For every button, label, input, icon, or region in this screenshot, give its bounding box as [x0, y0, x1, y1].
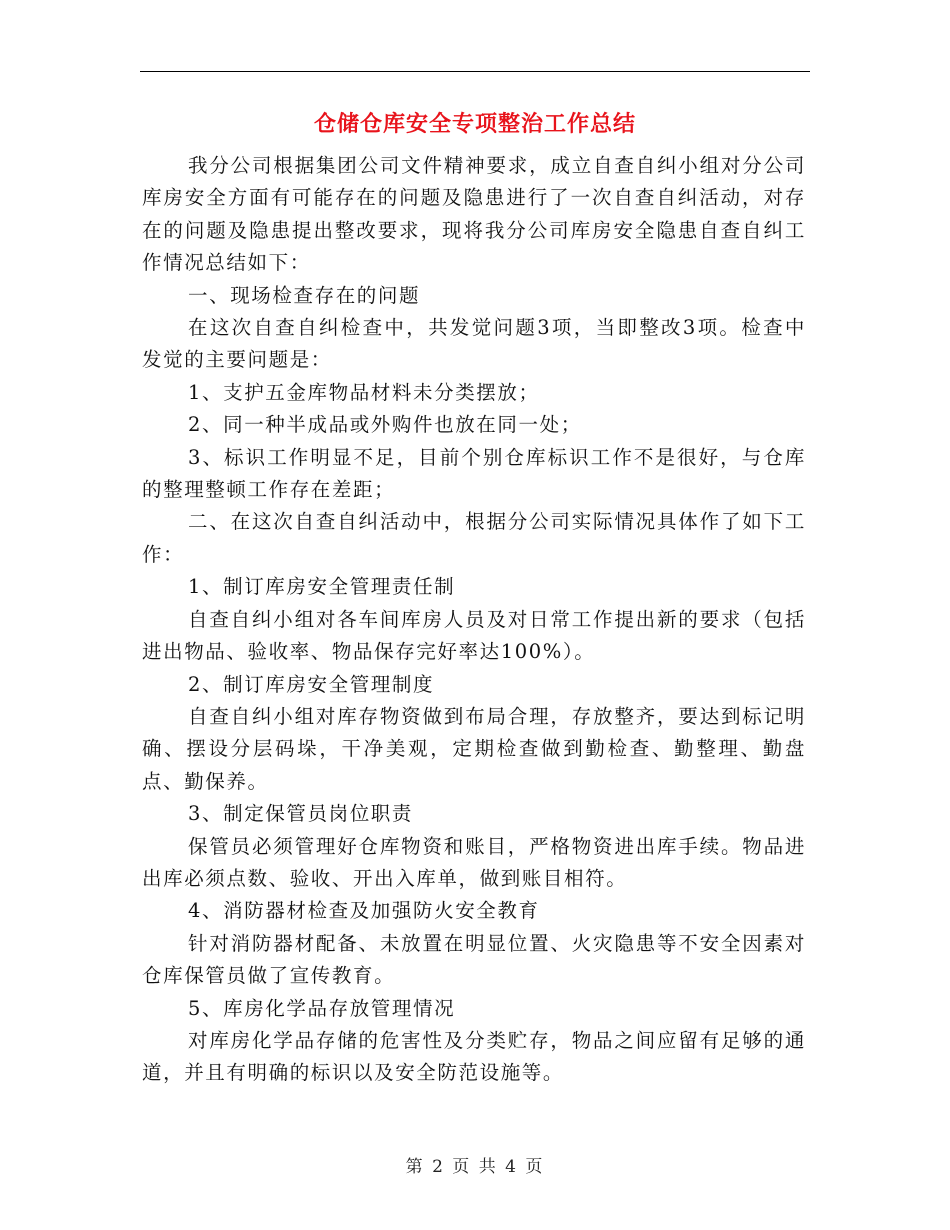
body-paragraph: 自查自纠小组对库存物资做到布局合理，存放整齐，要达到标记明确、摆设分层码垛，干净美观，定期检查做到勤检查、勤整理、勤盘点、勤保养。 — [142, 704, 806, 793]
body-paragraph: 自查自纠小组对各车间库房人员及对日常工作提出新的要求（包括进出物品、验收率、物品保存完好率达100%）。 — [142, 607, 806, 664]
header-rule — [140, 71, 810, 72]
subheading: 1、制订库房安全管理责任制 — [188, 575, 456, 599]
subheading: 5、库房化学品存放管理情况 — [188, 996, 456, 1020]
body-paragraph: 对库房化学品存储的危害性及分类贮存，物品之间应留有足够的通道，并且有明确的标识以及安全防范设施等。 — [142, 1028, 806, 1085]
document-body — [142, 150, 806, 1090]
list-item: 2、同一种半成品或外购件也放在同一处； — [188, 413, 582, 437]
subheading: 2、制订库房安全管理制度 — [188, 672, 435, 696]
page-number: 第 2 页 共 4 页 — [405, 1157, 545, 1177]
section-heading-1: 一、现场检查存在的问题 — [188, 283, 421, 307]
body-paragraph: 在这次自查自纠检查中，共发觉问题3项，当即整改3项。检查中发觉的主要问题是： — [142, 316, 806, 372]
body-paragraph: 针对消防器材配备、未放置在明显位置、火灾隐患等不安全因素对仓库保管员做了宣传教育。 — [142, 931, 806, 988]
section-heading-2: 二、在这次自查自纠活动中，根据分公司实际情况具体作了如下工作： — [142, 510, 806, 566]
subheading: 3、制定保管员岗位职责 — [188, 802, 414, 826]
list-item: 1、支护五金库物品材料未分类摆放； — [188, 380, 540, 404]
list-item: 3、标识工作明显不足，目前个别仓库标识工作不是很好，与仓库的整理整顿工作存在差距； — [142, 445, 806, 502]
body-paragraph: 保管员必须管理好仓库物资和账目，严格物资进出库手续。物品进出库必须点数、验收、开出入库单，做到账目相符。 — [142, 834, 806, 890]
intro-paragraph: 我分公司根据集团公司文件精神要求，成立自查自纠小组对分公司库房安全方面有可能存在的问题及隐患进行了一次自查自纠活动，对存在的问题及隐患提出整改要求，现将我分公司库房安全隐患自查自纠工作情况总结如下： — [142, 154, 806, 275]
document-title: 仓储仓库安全专项整治工作总结 — [313, 112, 636, 137]
subheading: 4、消防器材检查及加强防火安全教育 — [188, 899, 540, 923]
